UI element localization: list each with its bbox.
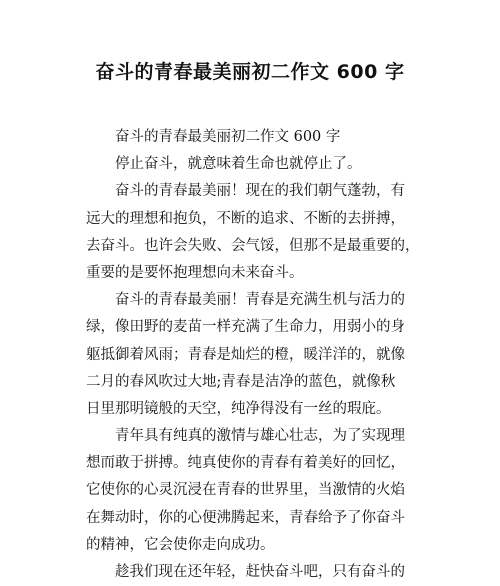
text-line: 日里那明镜般的天空，纯净得没有一丝的瑕庇。 — [86, 400, 391, 417]
text-line: 远大的理想和抱负，不断的追求、不断的去拼搏， — [86, 210, 405, 227]
text-line: 绿，像田野的麦苗一样充满了生命力，用弱小的身 — [86, 319, 405, 336]
text-line: 想而敢于拼搏。纯真使你的青春有着美好的回忆， — [86, 455, 405, 472]
text-line: 趁我们现在还年轻，赶快奋斗吧，只有奋斗的 — [115, 564, 405, 580]
text-line: 停止奋斗，就意味着生命也就停止了。 — [115, 156, 362, 173]
text-line: 它使你的心灵沉浸在青春的世界里，当激情的火焰 — [86, 482, 405, 499]
text-line: 青年具有纯真的激情与雄心壮志，为了实现理 — [115, 428, 405, 445]
text-line: 奋斗的青春最美丽！现在的我们朝气蓬勃，有 — [115, 183, 405, 200]
text-line: 奋斗的青春最美丽初二作文 600 字 — [115, 129, 341, 145]
document-body — [86, 124, 426, 586]
text-line: 去奋斗。也许会失败、会气馁，但那不是最重要的， — [86, 237, 420, 254]
text-line: 二月的春风吹过大地;青春是洁净的蓝色，就像秋 — [86, 373, 396, 390]
text-line: 在舞动时，你的心便沸腾起来，青春给予了你奋斗 — [86, 509, 405, 526]
text-line: 奋斗的青春最美丽！青春是充满生机与活力的 — [115, 292, 405, 309]
text-line: 躯抵御着风雨；青春是灿烂的橙，暖洋洋的，就像 — [86, 346, 405, 363]
text-line: 的精神，它会使你走向成功。 — [86, 536, 275, 553]
text-line: 重要的是要怀抱理想向未来奋斗。 — [86, 264, 304, 281]
document-title: 奋斗的青春最美丽初二作文 600 字 — [95, 61, 405, 83]
